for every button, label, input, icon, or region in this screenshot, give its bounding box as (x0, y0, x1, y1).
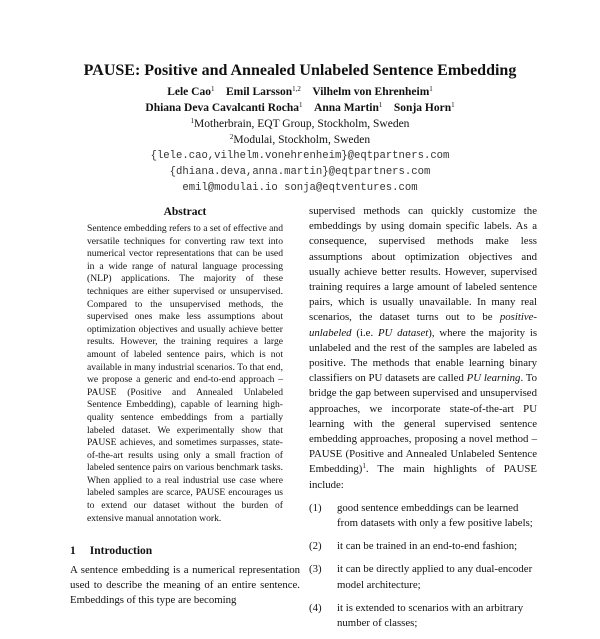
authors-line-2 (0, 100, 600, 116)
right-column (309, 204, 537, 639)
email-line: {lele.cao,vilhelm.vonehrenheim}@eqtpartners.com (150, 150, 450, 162)
email-line: emil@modulai.io sonja@eqtventures.com (182, 182, 418, 194)
section-heading-introduction (70, 545, 166, 557)
abstract-text: Sentence embedding refers to a set of effective and versatile techniques for converting raw text into numerical vector representations that can be used in a wide range of natural language processing (NLP) applications. The majority of these techniques are either supervised or unsupervised. Compared to the unsupervised methods, the supervised ones make less assumptions about optimization objectives and usually achieve better results. However, the training requires a large amount of labeled sentence pairs, which is not available in many industrial scenarios. To that end, we propose a generic and end-to-end approach – PAUSE (Positive and Annealed Unlabeled Sentence Embedding), capable of learning high-quality sentence embeddings from a partially labeled dataset. We experimentally show that PAUSE achieves, and sometimes surpasses, state-of-the-art results using only a small fraction of labeled sentence pairs on various benchmark tasks. When applied to a real industrial use case where labeled samples are scarce, PAUSE encourages us to extend our dataset without the burden of extensive manual annotation work. (87, 223, 283, 524)
author-affiliation-mark: 1 (299, 101, 303, 109)
list-item: (1) good sentence embeddings can be learned from datasets with only a few positive labels; (309, 501, 533, 530)
emphasis-term: positive-unlabeled (309, 311, 538, 339)
introduction-text: A sentence embedding is a numerical representation used to describe the meaning of an entire sentence. Embeddings of this type are becoming (70, 564, 300, 606)
author-name: Vilhelm von Ehrenheim (312, 86, 430, 98)
author-affiliation-mark: 1 (429, 85, 433, 93)
author-name: Anna Martin (314, 102, 379, 114)
author-name: Emil Larsson (225, 86, 293, 98)
authors-line-1 (0, 84, 600, 100)
author-block (0, 84, 600, 196)
affiliation: $^2$Modulai, Stockholm, Sweden (229, 133, 371, 146)
list-item: (4) it is extended to scenarios with an arbitrary number of classes; (309, 601, 524, 630)
affiliation: $^1$Motherbrain, EQT Group, Stockholm, Sweden (190, 117, 410, 130)
section-title: Introduction (89, 545, 153, 557)
list-item: (2) it can be trained in an end-to-end fashion; (309, 540, 518, 553)
author-affiliation-mark: 1 (451, 101, 455, 109)
author-affiliation-mark: 1 (210, 85, 215, 93)
abstract-heading: Abstract (163, 206, 207, 218)
author-affiliation-mark: 1 (378, 101, 383, 109)
highlights-list (309, 501, 537, 631)
author-name: Dhiana Deva Cavalcanti Rocha (145, 102, 300, 114)
footnote-mark: 1 (362, 462, 366, 471)
paper-title: PAUSE: Positive and Annealed Unlabeled Sentence Embedding (83, 62, 517, 79)
section-number: 1 (70, 545, 76, 557)
email-line: {dhiana.deva,anna.martin}@eqtpartners.com (169, 166, 431, 178)
author-name: Sonja Horn (393, 102, 452, 114)
list-item: (3) it can be directly applied to any dual-encoder model architecture; (309, 563, 533, 591)
body-paragraph: supervised methods can quickly customize the embeddings by using domain specific labels. As a consequence, supervised methods make less assumptions about optimization objectives and usually achieve better results. However, supervised training requires a large amount of labeled sentence pairs, which is usually unavailable. In many real scenarios, the dataset turns out to be positive-unlabeled (i.e. PU dataset), where the majority is unlabeled and the rest of the samples are labeled as positive. The methods that enable learning binary classifiers on PU datasets are called PU learning. To bridge the gap between supervised and unsupervised approaches, we incorporate state-of-the-art PU learning with the general supervised sentence embedding approaches, proposing a novel method – PAUSE (Positive and Annealed Unlabeled Sentence Embedding)$^1$. The main highlights of PAUSE include: (309, 205, 538, 491)
author-name: Lele Cao (167, 86, 211, 98)
emphasis-term: PU dataset (377, 326, 429, 339)
author-affiliation-mark: 1,2 (292, 85, 301, 93)
emphasis-term: PU learning (466, 372, 521, 385)
